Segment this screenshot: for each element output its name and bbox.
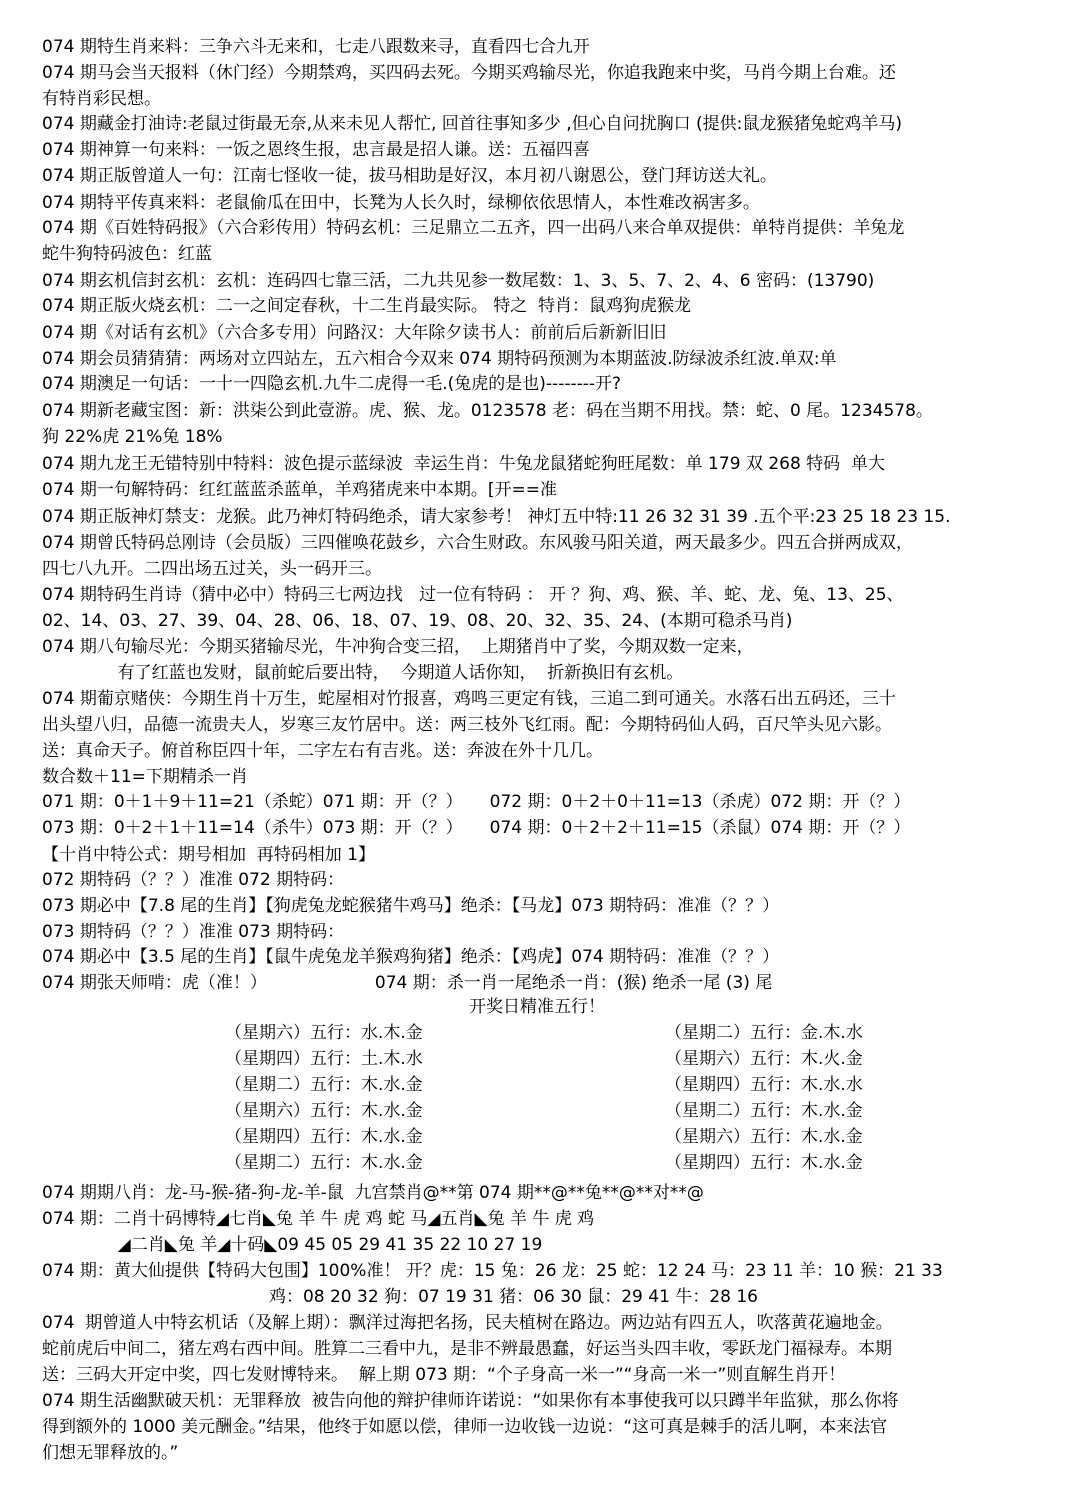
text-line: 074 期曾道人中特玄机话（及解上期）：飘洋过海把名扬，民夫植树在路边。两边站有四五人，吹落黄花遍地金。 [42, 1313, 893, 1333]
text-line: 074 期神算一句来料：一饭之恩终生报，忠言最是招人谦。送：五福四喜 [42, 140, 590, 160]
wuxing-right-item: （星期六）五行：木.水.金 [665, 1127, 863, 1147]
wuxing-title: 开奖日精准五行！ [469, 997, 605, 1017]
text-line: 074 期期八肖：龙-马-猴-猪-狗-龙-羊-鼠 九宫禁肖@**第 074 期**@**兔**@**对**@ [42, 1183, 704, 1203]
text-line: 狗 22%虎 21%兔 18% [42, 427, 223, 447]
text-line: 073 期：0＋2＋1＋11=14（杀牛）073 期：开（？） 074 期：0＋2＋2＋11=15（杀鼠）074 期：开（？） [42, 818, 911, 838]
wuxing-right-item: （星期四）五行：木.水.金 [665, 1153, 863, 1173]
text-line: 074 期正版神灯禁支：龙猴。此乃神灯特码绝杀，请大家参考！ 神灯五中特:11 26 32 31 39 .五个平:23 25 18 23 15. [42, 507, 951, 527]
text-line: 074 期正版火烧玄机：二一之间定春秋，十二生肖最实际。 特之 特肖：鼠鸡狗虎猴龙 [42, 296, 692, 316]
text-line: 数合数＋11=下期精杀一肖 [42, 767, 248, 787]
text-line: 071 期：0＋1＋9＋11=21（杀蛇）071 期：开（？） 072 期：0＋2＋0＋11=13（杀虎）072 期：开（？） [42, 792, 911, 812]
text-line: 074 期特码生肖诗（猜中必中）特码三七两边找 过一位有特码 ： 开 ？狗、鸡、猴、羊、蛇、龙、兔、13、25、 [42, 585, 904, 605]
text-line: 鸡：08 20 32 狗：07 19 31 猪：06 30 鼠：29 41 牛：28 16 [42, 1287, 758, 1307]
text-line: ◢二肖◣兔 羊◢十码◣09 45 05 29 41 35 22 10 27 19 [42, 1235, 543, 1255]
text-line: 073 期必中【7.8 尾的生肖】【狗虎兔龙蛇猴猪牛鸡马】绝杀：【马龙】073 期特码：准准（？？） [42, 896, 780, 916]
text-line: 【十肖中特公式：期号相加 再特码相加 1】 [42, 845, 376, 865]
wuxing-right-item: （星期六）五行：木.火.金 [665, 1049, 863, 1069]
text-line: 得到额外的 1000 美元酬金。”结果，他终于如愿以偿，律师一边收钱一边说：“这可真是棘手的活儿啊，本来法官 [42, 1417, 888, 1437]
text-line: 074 期：黄大仙提供【特码大包围】100%准！ 开？虎：15 兔：26 龙：25 蛇：12 24 马：23 11 羊：10 猴：21 33 [42, 1261, 943, 1281]
wuxing-right-item: （星期四）五行：木.水.水 [665, 1075, 863, 1095]
text-line: 074 期《百姓特码报》（六合彩传用）特码玄机：三足鼎立二五齐，四一出码八来合单双提供：单特肖提供：羊兔龙 [42, 218, 905, 238]
text-line: 出头望八归，品德一流贵夫人，岁寒三友竹居中。送：两三枝外飞红雨。配：今期特码仙人码，百尺竿头见六影。 [42, 715, 892, 735]
text-line: 074 期特平传真来料：老鼠偷瓜在田中，长凳为人长久时，绿柳依依思情人，本性难改祸害多。 [42, 193, 760, 213]
text-line: 074 期生活幽默破天机：无罪释放 被告向他的辩护律师许诺说：“如果你有本事使我可以只蹲半年监狱，那么你将 [42, 1391, 899, 1411]
text-line: 送：真命天子。俯首称臣四十年，二字左右有吉兆。送：奔波在外十几几。 [42, 741, 603, 761]
text-line: 074 期澳足一句话：一十一四隐玄机.九牛二虎得一毛.(兔虎的是也)--------开? [42, 374, 622, 394]
text-line: 送：三码大开定中奖，四七发财博特来。 解上期 073 期：“个子身高一米一”“身高一米一”则直解生肖开！ [42, 1365, 846, 1385]
text-line: 072 期特码（？？）准准 072 期特码： [42, 870, 345, 890]
text-line: 074 期特生肖来料：三争六斗无来和，七走八跟数来寻，直看四七合九开 [42, 37, 590, 57]
wuxing-left-item: （星期六）五行：水.木.金 [225, 1023, 423, 1043]
text-line: 074 期会员猜猜猜：两场对立四站左，五六相合今双来 074 期特码预测为本期蓝波.防绿波杀红波.单双:单 [42, 349, 837, 369]
text-line: 们想无罪释放的。” [42, 1443, 179, 1463]
text-line: 蛇牛狗特码波色：红蓝 [42, 244, 212, 264]
wuxing-left-item: （星期四）五行：木.水.金 [225, 1127, 423, 1147]
wuxing-right-item: （星期二）五行：木.水.金 [665, 1101, 863, 1121]
text-line: 074 期曾氏特码总刚诗（会员版）三四催唤花鼓乡，六合生财政。东风骏马阳关道，两天最多少。四五合拼两成双， [42, 533, 913, 553]
wuxing-left-item: （星期二）五行：木.水.金 [225, 1153, 423, 1173]
text-line: 有了红蓝也发财，鼠前蛇后要出特， 今期道人话你知， 折新换旧有玄机。 [42, 663, 684, 683]
wuxing-left-item: （星期四）五行：土.木.水 [225, 1049, 423, 1069]
text-line: 有特肖彩民想。 [42, 89, 161, 109]
text-line: 074 期：二肖十码博特◢七肖◣兔 羊 牛 虎 鸡 蛇 马◢五肖◣兔 羊 牛 虎 鸡 [42, 1209, 595, 1229]
text-line: 073 期特码（？？）准准 073 期特码： [42, 922, 345, 942]
text-line: 074 期新老藏宝图：新：洪柒公到此壹游。虎、猴、龙。0123578 老：码在当期不用找。禁：蛇、0 尾。1234578。 [42, 401, 933, 421]
wuxing-left-item: （星期六）五行：木.水.金 [225, 1101, 423, 1121]
wuxing-right-item: （星期二）五行：金.木.水 [665, 1023, 863, 1043]
text-line: 四七八九开。二四出场五过关，头一码开三。 [42, 559, 382, 579]
text-line: 074 期葡京赌侠：今期生肖十万生，蛇屋相对竹报喜，鸡鸣三更定有钱，三追二到可通关。水落石出五码还，三十 [42, 689, 896, 709]
text-line: 074 期九龙王无错特别中特料：波色提示蓝绿波 幸运生肖：牛兔龙鼠猪蛇狗旺尾数：单 179 双 268 特码 单大 [42, 454, 885, 474]
text-line: 074 期正版曾道人一句：江南七怪收一徒，拔马相助是好汉，本月初八谢恩公，登门拜访送大礼。 [42, 166, 777, 186]
text-line: 074 期《对话有玄机》（六合多专用）问路汉：大年除夕读书人：前前后后新新旧旧 [42, 323, 667, 343]
wuxing-left-item: （星期二）五行：木.水.金 [225, 1075, 423, 1095]
text-line: 02、14、03、27、39、04、28、06、18、07、19、08、20、32、35、24、(本期可稳杀马肖) [42, 611, 793, 631]
text-line: 074 期马会当天报料（休门经）今期禁鸡，买四码去死。今期买鸡输尽光，你追我跑来中奖，马肖今期上台难。还 [42, 63, 896, 83]
text-line: 074 期一句解特码：红红蓝蓝杀蓝单，羊鸡猪虎来中本期。[开==准 [42, 480, 557, 500]
text-line: 074 期八句输尽光：今期买猪输尽光，牛冲狗合变三招， 上期猪肖中了奖，今期双数一定来， [42, 637, 754, 657]
text-line: 074 期张天师啃：虎（准！） 074 期：杀一肖一尾绝杀一肖：(猴) 绝杀一尾 (3) 尾 [42, 973, 773, 993]
text-line: 074 期必中【3.5 尾的生肖】【鼠牛虎兔龙羊猴鸡狗猪】绝杀：【鸡虎】074 期特码：准准（？？） [42, 947, 780, 967]
text-line: 074 期玄机信封玄机：玄机：连码四七靠三活，二九共见参一数尾数：1、3、5、7、2、4、6 密码：(13790) [42, 271, 875, 291]
text-line: 074 期藏金打油诗:老鼠过街最无奈,从来未见人帮忙, 回首往事知多少 ,但心自问扰胸口 (提供:鼠龙猴猪兔蛇鸡羊马) [42, 114, 902, 134]
text-line: 蛇前虎后中间二，猪左鸡右西中间。胜算二三看中九，是非不辨最愚蠢，好运当头四丰收，零跃龙门福禄寿。本期 [42, 1339, 892, 1359]
